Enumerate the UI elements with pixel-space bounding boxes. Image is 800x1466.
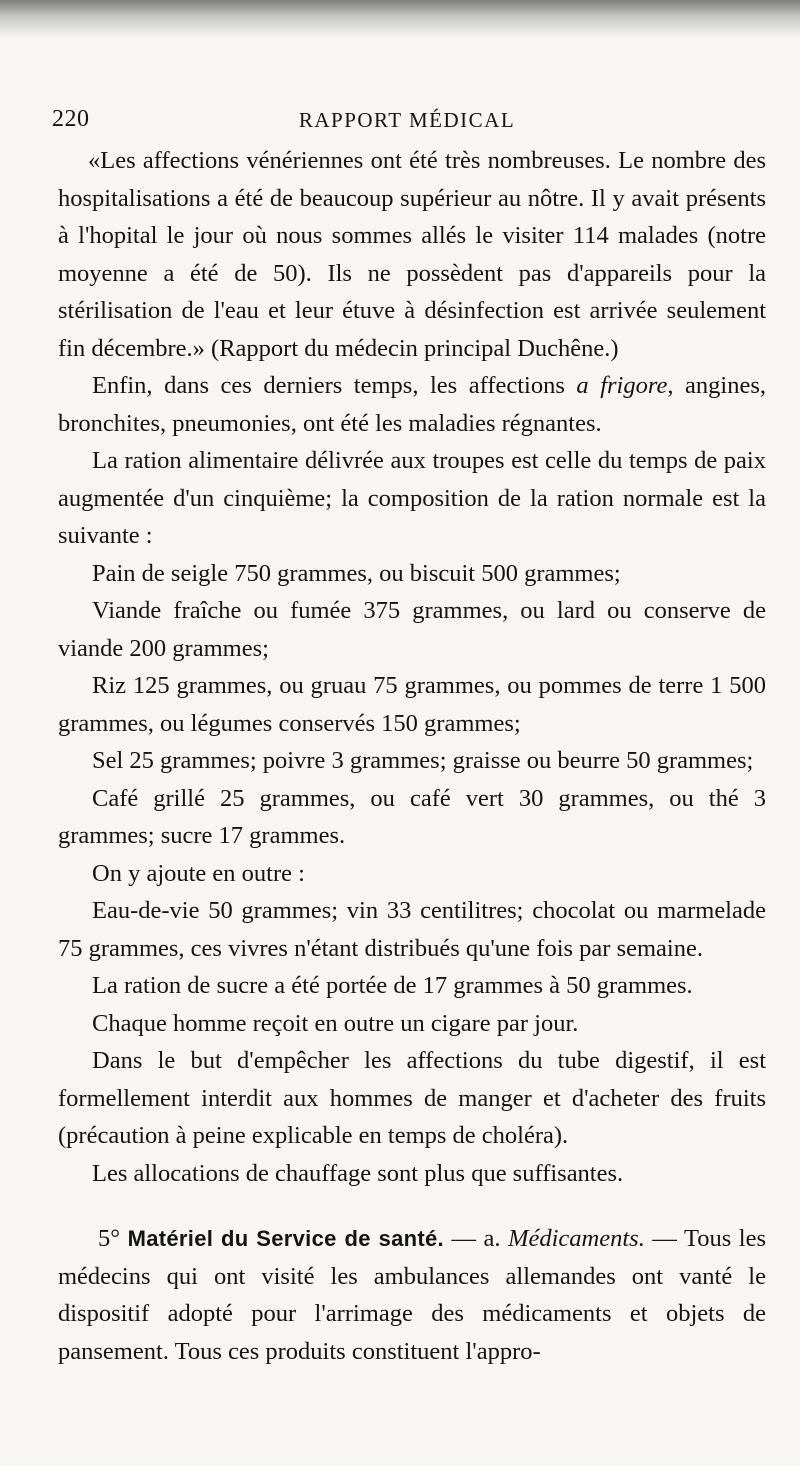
italic-term: a frigore <box>576 372 668 399</box>
section-text: Tous les médecins qui ont visité les ambulances allemandes ont vanté le dispositif adopté pour l'arrimage des médicaments et objets de pansement. Tous ces produits constituent l'appro- <box>58 1225 767 1365</box>
ration-item-meat: Viande fraîche ou fumée 375 grammes, ou lard ou conserve de viande 200 grammes; <box>58 597 766 662</box>
paragraph-frigore-end: , angines, bronchites, pneumonies, ont été les maladies régnantes. <box>58 372 766 437</box>
page-number: 220 <box>52 106 90 132</box>
ration-item-salt: Sel 25 grammes; poivre 3 grammes; graisse ou beurre 50 grammes; <box>92 747 754 774</box>
paragraph-frigore <box>58 367 766 442</box>
section-dash-2: — <box>644 1225 684 1252</box>
paragraph-cigar: Chaque homme reçoit en outre un cigare par jour. <box>92 1009 579 1037</box>
section-number: 5° <box>98 1225 121 1252</box>
paragraph-sugar: La ration de sucre a été portée de 17 grammes à 50 grammes. <box>92 972 693 999</box>
paragraph-frigore-start: Enfin, dans ces derniers temps, les affections <box>92 372 577 399</box>
section-title: Matériel du Service de santé. <box>127 1226 444 1251</box>
scan-edge-shadow <box>0 0 800 38</box>
paragraph-heating: Les allocations de chauffage sont plus que suffisantes. <box>92 1159 624 1187</box>
page-body <box>58 142 766 1370</box>
ration-item-rice: Riz 125 grammes, ou gruau 75 grammes, ou pommes de terre 1 500 grammes, ou légumes conservés 150 grammes; <box>58 672 766 737</box>
paragraph-additions: On y ajoute en outre : <box>92 859 305 887</box>
section-subtitle: Médicaments. <box>508 1225 645 1252</box>
page-header <box>52 100 762 140</box>
section-medical-equipment <box>58 1220 766 1370</box>
section-dash: — a. <box>443 1225 509 1252</box>
ration-item-coffee: Café grillé 25 grammes, ou café vert 30 grammes, ou thé 3 grammes; sucre 17 grammes. <box>58 784 766 849</box>
ration-item-spirits: Eau-de-vie 50 grammes; vin 33 centilitres; chocolat ou marmelade 75 grammes, ces vivres n'étant distribués qu'une fois par semaine. <box>58 897 766 962</box>
running-title: RAPPORT MÉDICAL <box>298 108 516 132</box>
paragraph-fruit: Dans le but d'empêcher les affections du tube digestif, il est formellement interdit aux hommes de manger et d'acheter des fruits (précaution à peine explicable en temps de choléra). <box>58 1047 766 1149</box>
ration-item-bread: Pain de seigle 750 grammes, ou biscuit 500 grammes; <box>92 559 621 587</box>
paragraph-venereal: «Les affections vénériennes ont été très nombreuses. Le nombre des hospitalisations a été de beaucoup supérieur au nôtre. Il y avait présents à l'hopital le jour où nous sommes allés le visiter 114 malades (notre moyenne a été de 50). Ils ne possèdent pas d'appareils pour la stérilisation de l'eau et leur étuve à désinfection est arrivée seulement fin décembre.» (Rapport du médecin principal Duchêne.) <box>58 147 766 362</box>
paragraph-ration-intro: La ration alimentaire délivrée aux troupes est celle du temps de paix augmentée d'un cinquième; la composition de la ration normale est la suivante : <box>58 447 766 549</box>
